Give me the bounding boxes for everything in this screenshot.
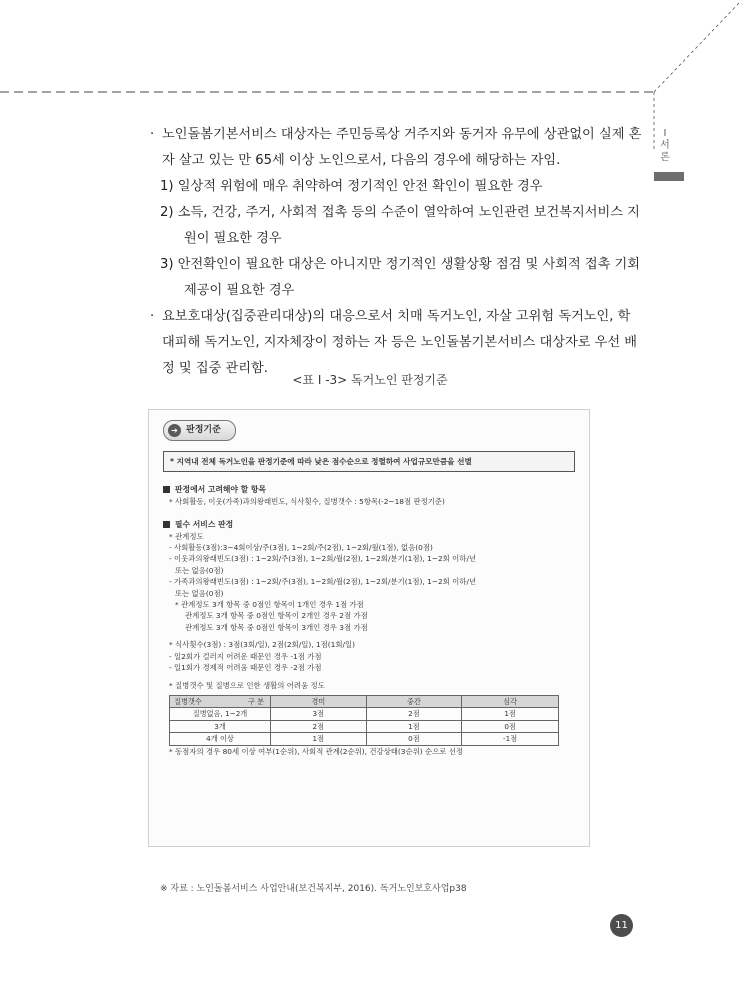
bullet-mark: ·	[150, 309, 155, 324]
section-heading	[163, 519, 575, 530]
bullet-text: 노인돌봄기본서비스 대상자는 주민등록상 거주지와 동거자 유무에 상관없이 실제 혼자 살고 있는 만 65세 이상 노인으로서, 다음의 경우에 해당하는 자임.	[162, 127, 642, 168]
criteria-pill	[163, 420, 236, 441]
criteria-content	[163, 420, 575, 757]
numbered-item-text: 2) 소득, 건강, 주거, 사회적 접촉 등의 수준이 열악하여 노인관련 보건복지서비스 지원이 필요한 경우	[160, 205, 640, 246]
numbered-item-text: 3) 안전확인이 필요한 대상은 아니지만 정기적인 생활상황 점검 및 사회적 접촉 기회 제공이 필요한 경우	[160, 257, 641, 298]
table-header-cell: 심각	[462, 695, 559, 707]
bullet-mark: ·	[150, 127, 155, 142]
table-cell: 2점	[366, 708, 462, 720]
table-row	[170, 708, 559, 720]
square-bullet-icon	[163, 521, 170, 528]
page-number: 11	[610, 914, 633, 937]
source-note: ※ 자료 : 노인돌봄서비스 사업안내(보건복지부, 2016). 독거노인보호사업p38	[160, 884, 467, 894]
chapter-side-tab	[656, 128, 674, 164]
table-cell: 4개 이상	[170, 733, 271, 745]
criteria-line: - 사회활동(3점):3~4회이상/주(3점), 1~2회/주(2점), 1~2회/월(1점), 없음(0점)	[169, 543, 433, 553]
table-header-row	[170, 695, 559, 707]
table-header-cell: 경미	[271, 695, 367, 707]
table-cell: 1점	[366, 720, 462, 732]
criteria-line: * 식사횟수(3점) : 3점(3회/일), 2점(2회/일), 1점(1회/일)	[169, 640, 356, 650]
table-cell: 3개	[170, 720, 271, 732]
square-bullet-icon	[163, 486, 170, 493]
side-tab-char: 서	[660, 140, 670, 151]
section-heading	[163, 484, 575, 495]
criteria-line: * 사회활동, 이웃(가족)과의왕래빈도, 식사횟수, 질병갯수 : 5항목(-2~18점 판정기준)	[169, 496, 445, 506]
bullet-text: 요보호대상(집중관리대상)의 대응으로서 치매 독거노인, 자살 고위험 독거노인, 학대피해 독거노인, 지자체장이 정하는 자 등은 노인돌봄기본서비스 대상자로 우선 배정 및 집중 관리함.	[162, 309, 638, 376]
table-cell: 0점	[366, 733, 462, 745]
criteria-line: - 일2회가 걸러지 어려운 때문인 경우 -1점 가점	[169, 651, 322, 661]
table-corner-cell: 구 분 질병갯수	[170, 695, 271, 707]
pill-label: 판정기준	[186, 425, 221, 435]
criteria-line: * 관계정도	[169, 531, 204, 541]
criteria-line: - 가족과의왕래빈도(3점) : 1~2회/주(3점), 1~2회/월(2점), 1~2회/분기(1점), 1~2회 이하/년	[169, 577, 477, 587]
criteria-line: * 질병갯수 및 질병으로 인한 생활의 어려움 정도	[169, 680, 325, 690]
chapter-side-bar	[654, 172, 684, 181]
criteria-figure	[148, 409, 590, 847]
criteria-line: 또는 없음(0점)	[175, 588, 224, 598]
criteria-line: 관계정도 3개 항목 중 0점인 항목이 3개인 경우 3점 가점	[185, 622, 368, 632]
table-cell: -1점	[462, 733, 559, 745]
criteria-line: 관계정도 3개 항목 중 0점인 항목이 2개인 경우 2점 가점	[185, 611, 368, 621]
table-cell: 1점	[462, 708, 559, 720]
table-row	[170, 733, 559, 745]
section-heading-text: 판정에서 고려해야 할 항목	[175, 485, 266, 495]
disease-score-table	[169, 695, 559, 746]
criteria-line: - 일1회가 경제적 어려움 때문인 경우 -2점 가점	[169, 663, 322, 673]
body-text	[150, 122, 642, 382]
table-cell: 0점	[462, 720, 559, 732]
table-footnote: * 동점자의 경우 80세 이상 여부(1순위), 사회적 관계(2순위), 건강상태(3순위) 순으로 선정	[169, 746, 464, 756]
table-cell: 1점	[271, 733, 367, 745]
header-diagonal-line	[654, 2, 740, 92]
bullet-paragraph	[150, 122, 642, 174]
side-tab-char: Ⅰ	[663, 128, 667, 139]
table-row	[170, 720, 559, 732]
table-cell: 3점	[271, 708, 367, 720]
section-heading-text: 필수 서비스 판정	[175, 520, 234, 530]
criteria-banner: * 지역내 전체 독거노인을 판정기준에 따라 낮은 점수순으로 정렬하여 사업규모만큼을 선별	[163, 451, 575, 472]
numbered-item	[150, 252, 642, 304]
table-caption: <표 Ⅰ -3> 독거노인 판정기준	[292, 373, 448, 387]
numbered-item	[150, 200, 642, 252]
table-header-cell: 중간	[366, 695, 462, 707]
numbered-item	[150, 174, 642, 200]
criteria-line: * 관계정도 3개 항목 중 0점인 항목이 1개인 경우 1점 가점	[175, 600, 364, 610]
numbered-item-text: 1) 일상적 위험에 매우 취약하여 정기적인 안전 확인이 필요한 경우	[160, 179, 543, 194]
table-cell: 2점	[271, 720, 367, 732]
table-cell: 질병없음, 1~2개	[170, 708, 271, 720]
arrow-right-icon: ➔	[168, 424, 181, 437]
side-tab-char: 론	[660, 152, 670, 163]
criteria-line: - 이웃과의왕래빈도(3점) : 1~2회/주(3점), 1~2회/월(2점), 1~2회/분기(1점), 1~2회 이하/년	[169, 554, 477, 564]
criteria-line: 또는 없음(0점)	[175, 565, 224, 575]
